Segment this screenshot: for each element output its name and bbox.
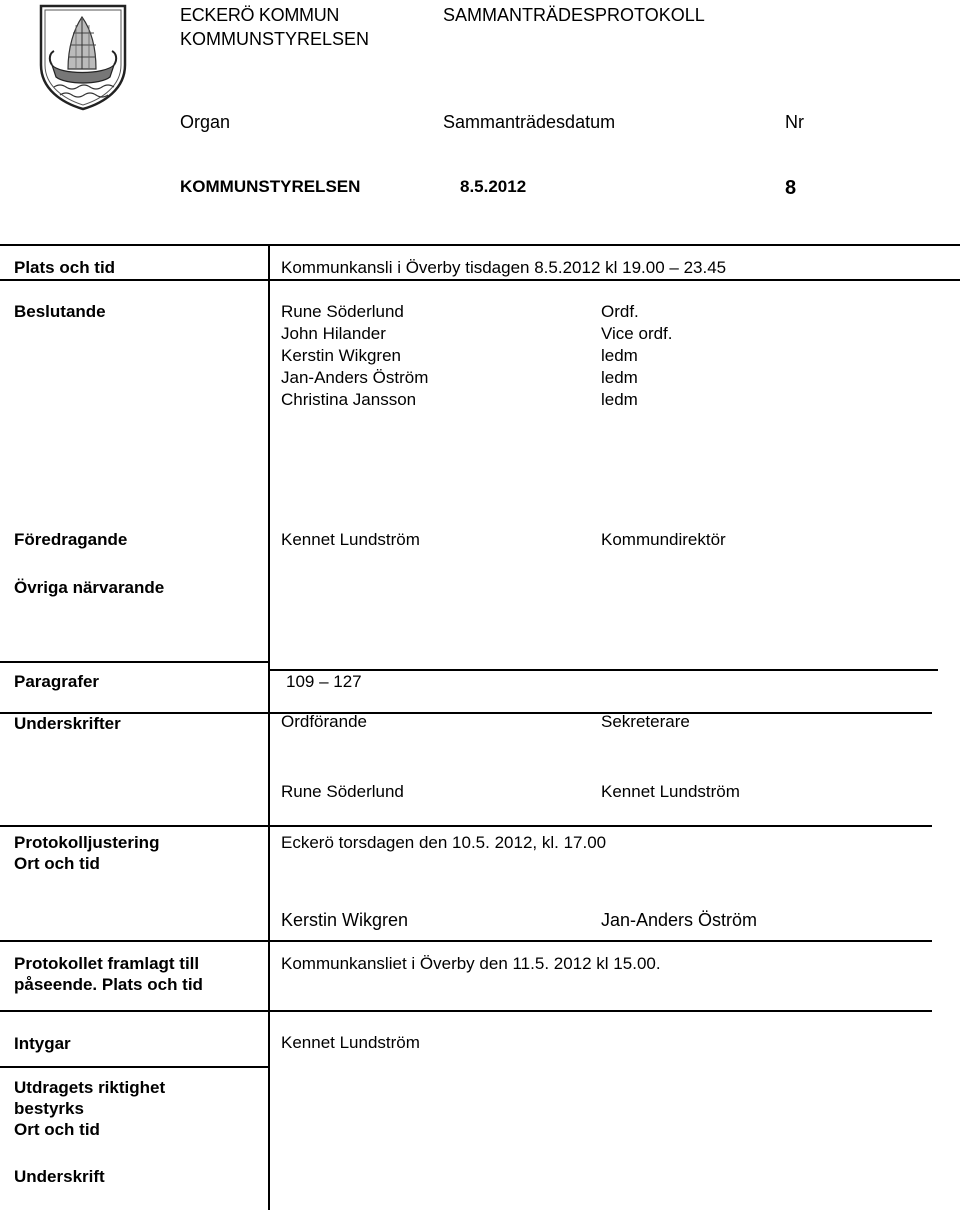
- row-divider-intygar: [0, 1066, 268, 1068]
- beslutande-label: Beslutande: [14, 302, 106, 321]
- foredragande-label: Föredragande: [14, 530, 128, 549]
- utdrag-label: Utdragets riktighet: [14, 1078, 166, 1097]
- member-role: ledm: [601, 368, 638, 387]
- framlagt-label-plats: påseende. Plats och tid: [14, 975, 203, 994]
- member-name: Kerstin Wikgren: [281, 346, 401, 365]
- intygar-value: Kennet Lundström: [281, 1033, 420, 1052]
- member-name: John Hilander: [281, 324, 386, 343]
- member-role: Ordf.: [601, 302, 639, 321]
- row-divider-paragrafer: [0, 712, 932, 714]
- number-column-label: Nr: [785, 112, 804, 132]
- ovriga-label: Övriga närvarande: [14, 578, 165, 597]
- document-type: SAMMANTRÄDESPROTOKOLL: [443, 5, 705, 25]
- protocol-number: 8: [785, 177, 797, 199]
- sekreterare-label: Sekreterare: [601, 712, 690, 731]
- paragrafer-label: Paragrafer: [14, 672, 100, 691]
- justering-label: Protokolljustering: [14, 833, 160, 852]
- row-divider-left-ovriga: [0, 661, 268, 663]
- member-role: Vice ordf.: [601, 324, 673, 343]
- utdrag-label-bestyrks: bestyrks: [14, 1099, 84, 1118]
- table-top-border: [0, 244, 960, 246]
- municipality-name: ECKERÖ KOMMUN: [180, 5, 340, 25]
- signature-sekreterare: Kennet Lundström: [601, 782, 740, 801]
- plats-label: Plats och tid: [14, 258, 116, 277]
- ordforande-label: Ordförande: [281, 712, 367, 731]
- municipality-crest-logo: [38, 3, 128, 111]
- date-column-label: Sammanträdesdatum: [443, 112, 616, 132]
- meeting-date: 8.5.2012: [460, 177, 527, 196]
- member-role: ledm: [601, 390, 638, 409]
- utdrag-label-ort: Ort och tid: [14, 1120, 100, 1139]
- row-divider-framlagt: [0, 1010, 932, 1012]
- organ-column-label: Organ: [180, 112, 231, 132]
- row-divider-underskrifter: [0, 825, 932, 827]
- justerare-2: Jan-Anders Öström: [601, 910, 758, 930]
- row-divider-right-ovriga: [270, 669, 938, 671]
- plats-value: Kommunkansli i Överby tisdagen 8.5.2012 kl 19.00 – 23.45: [281, 258, 727, 277]
- member-name: Christina Jansson: [281, 390, 417, 409]
- justering-label-ort: Ort och tid: [14, 854, 100, 873]
- justerare-1: Kerstin Wikgren: [281, 910, 409, 930]
- framlagt-label: Protokollet framlagt till: [14, 954, 200, 973]
- body-name: KOMMUNSTYRELSEN: [180, 29, 370, 49]
- foredragande-name: Kennet Lundström: [281, 530, 420, 549]
- intygar-label: Intygar: [14, 1034, 71, 1053]
- justering-value: Eckerö torsdagen den 10.5. 2012, kl. 17.00: [281, 833, 607, 852]
- member-name: Rune Söderlund: [281, 302, 404, 321]
- member-role: ledm: [601, 346, 638, 365]
- paragrafer-value: 109 – 127: [286, 672, 362, 691]
- row-divider-plats: [0, 279, 960, 281]
- underskrift-label: Underskrift: [14, 1167, 105, 1186]
- row-divider-justering: [0, 940, 932, 942]
- underskrifter-label: Underskrifter: [14, 714, 121, 733]
- framlagt-value: Kommunkansliet i Överby den 11.5. 2012 kl 15.00.: [281, 954, 661, 973]
- foredragande-role: Kommundirektör: [601, 530, 726, 549]
- signature-ordforande: Rune Söderlund: [281, 782, 404, 801]
- member-name: Jan-Anders Öström: [281, 368, 429, 387]
- table-column-divider: [268, 244, 270, 1210]
- organ-value: KOMMUNSTYRELSEN: [180, 177, 361, 196]
